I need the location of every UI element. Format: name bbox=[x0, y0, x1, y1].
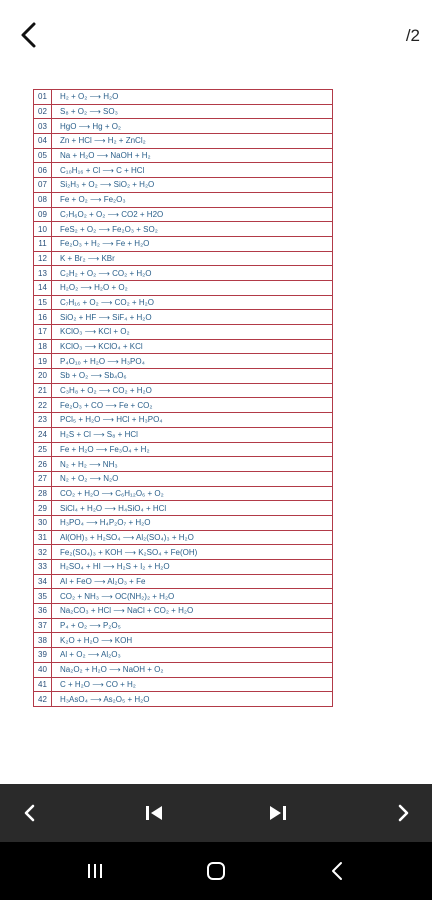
system-navigation-bar bbox=[0, 842, 432, 900]
top-bar bbox=[0, 0, 432, 70]
row-number: 26 bbox=[34, 457, 52, 472]
equation-cell: Si₂H₃ + O₂ ⟶ SiO₂ + H₂O bbox=[52, 178, 333, 193]
recents-icon bbox=[85, 862, 105, 880]
table-row bbox=[34, 383, 333, 398]
table-row bbox=[34, 413, 333, 428]
row-number: 18 bbox=[34, 339, 52, 354]
row-number: 33 bbox=[34, 560, 52, 575]
table-row bbox=[34, 369, 333, 384]
row-number: 36 bbox=[34, 604, 52, 619]
table-row bbox=[34, 501, 333, 516]
table-row bbox=[34, 574, 333, 589]
skip-first-icon bbox=[143, 803, 165, 823]
table-row bbox=[34, 515, 333, 530]
page-navigation-bar bbox=[0, 784, 432, 842]
table-row bbox=[34, 295, 333, 310]
equation-cell: N₂ + H₂ ⟶ NH₃ bbox=[52, 457, 333, 472]
row-number: 34 bbox=[34, 574, 52, 589]
equation-cell: Al(OH)₃ + H₂SO₄ ⟶ Al₂(SO₄)₃ + H₂O bbox=[52, 530, 333, 545]
table-row bbox=[34, 427, 333, 442]
chevron-left-icon bbox=[23, 803, 37, 823]
table-row bbox=[34, 222, 333, 237]
row-number: 23 bbox=[34, 413, 52, 428]
table-row bbox=[34, 178, 333, 193]
table-row bbox=[34, 339, 333, 354]
row-number: 38 bbox=[34, 633, 52, 648]
table-row bbox=[34, 266, 333, 281]
equations-table bbox=[33, 89, 333, 707]
page-indicator: /2 bbox=[405, 26, 420, 45]
row-number: 12 bbox=[34, 251, 52, 266]
row-number: 14 bbox=[34, 280, 52, 295]
chevron-left-icon bbox=[18, 21, 40, 49]
row-number: 15 bbox=[34, 295, 52, 310]
equation-cell: C + H₂O ⟶ CO + H₂ bbox=[52, 677, 333, 692]
last-page-button[interactable] bbox=[258, 793, 298, 833]
skip-last-icon bbox=[267, 803, 289, 823]
table-row bbox=[34, 633, 333, 648]
equation-cell: P₄O₁₀ + H₂O ⟶ H₃PO₄ bbox=[52, 354, 333, 369]
equation-cell: C₃H₈ + O₂ ⟶ CO₂ + H₂O bbox=[52, 383, 333, 398]
table-row bbox=[34, 530, 333, 545]
table-row bbox=[34, 207, 333, 222]
equation-cell: H₂S + Cl ⟶ S₈ + HCl bbox=[52, 427, 333, 442]
equation-cell: HgO ⟶ Hg + O₂ bbox=[52, 119, 333, 134]
equation-cell: Sb + O₂ ⟶ Sb₄O₆ bbox=[52, 369, 333, 384]
row-number: 03 bbox=[34, 119, 52, 134]
document-page bbox=[33, 89, 333, 707]
equation-cell: Na₂CO₃ + HCl ⟶ NaCl + CO₂ + H₂O bbox=[52, 604, 333, 619]
table-row bbox=[34, 90, 333, 105]
equation-cell: Al + O₂ ⟶ Al₂O₃ bbox=[52, 648, 333, 663]
row-number: 07 bbox=[34, 178, 52, 193]
row-number: 31 bbox=[34, 530, 52, 545]
row-number: 40 bbox=[34, 662, 52, 677]
row-number: 29 bbox=[34, 501, 52, 516]
row-number: 21 bbox=[34, 383, 52, 398]
equation-cell: SiO₂ + HF ⟶ SiF₄ + H₂O bbox=[52, 310, 333, 325]
table-row bbox=[34, 589, 333, 604]
equation-cell: CO₂ + H₂O ⟶ C₆H₁₂O₆ + O₂ bbox=[52, 486, 333, 501]
table-row bbox=[34, 486, 333, 501]
row-number: 13 bbox=[34, 266, 52, 281]
row-number: 01 bbox=[34, 90, 52, 105]
row-number: 17 bbox=[34, 325, 52, 340]
row-number: 06 bbox=[34, 163, 52, 178]
row-number: 22 bbox=[34, 398, 52, 413]
equation-cell: C₂H₂ + O₂ ⟶ CO₂ + H₂O bbox=[52, 266, 333, 281]
table-row bbox=[34, 148, 333, 163]
table-row bbox=[34, 251, 333, 266]
row-number: 24 bbox=[34, 427, 52, 442]
row-number: 02 bbox=[34, 104, 52, 119]
table-row bbox=[34, 192, 333, 207]
equation-cell: S₈ + O₂ ⟶ SO₃ bbox=[52, 104, 333, 119]
table-row bbox=[34, 325, 333, 340]
equation-cell: H₂O₂ ⟶ H₂O + O₂ bbox=[52, 280, 333, 295]
table-row bbox=[34, 280, 333, 295]
table-row bbox=[34, 310, 333, 325]
row-number: 32 bbox=[34, 545, 52, 560]
row-number: 27 bbox=[34, 471, 52, 486]
row-number: 20 bbox=[34, 369, 52, 384]
back-icon bbox=[329, 860, 345, 882]
row-number: 09 bbox=[34, 207, 52, 222]
table-row bbox=[34, 104, 333, 119]
first-page-button[interactable] bbox=[134, 793, 174, 833]
table-row bbox=[34, 677, 333, 692]
table-row bbox=[34, 457, 333, 472]
equation-cell: Na + H₂O ⟶ NaOH + H₂ bbox=[52, 148, 333, 163]
table-row bbox=[34, 662, 333, 677]
equation-cell: FeS₂ + O₂ ⟶ Fe₂O₃ + SO₂ bbox=[52, 222, 333, 237]
equation-cell: K + Br₂ ⟶ KBr bbox=[52, 251, 333, 266]
row-number: 30 bbox=[34, 515, 52, 530]
system-back-button[interactable] bbox=[317, 855, 357, 887]
row-number: 08 bbox=[34, 192, 52, 207]
equation-cell: C₁₀H₁₆ + Cl ⟶ C + HCl bbox=[52, 163, 333, 178]
equation-cell: H₂ + O₂ ⟶ H₂O bbox=[52, 90, 333, 105]
equation-cell: K₂O + H₂O ⟶ KOH bbox=[52, 633, 333, 648]
equation-cell: Fe₂(SO₄)₃ + KOH ⟶ K₂SO₄ + Fe(OH) bbox=[52, 545, 333, 560]
row-number: 39 bbox=[34, 648, 52, 663]
table-row bbox=[34, 648, 333, 663]
equation-cell: CO₂ + NH₃ ⟶ OC(NH₂)₂ + H₂O bbox=[52, 589, 333, 604]
table-row bbox=[34, 236, 333, 251]
equation-cell: Fe + H₂O ⟶ Fe₃O₄ + H₂ bbox=[52, 442, 333, 457]
row-number: 19 bbox=[34, 354, 52, 369]
document-viewer[interactable] bbox=[0, 70, 432, 784]
home-button[interactable] bbox=[196, 855, 236, 887]
table-row bbox=[34, 119, 333, 134]
equation-cell: P₄ + O₂ ⟶ P₂O₅ bbox=[52, 618, 333, 633]
table-row bbox=[34, 354, 333, 369]
row-number: 25 bbox=[34, 442, 52, 457]
row-number: 11 bbox=[34, 236, 52, 251]
table-row bbox=[34, 442, 333, 457]
equation-cell: C₇H₁₆ + O₂ ⟶ CO₂ + H₂O bbox=[52, 295, 333, 310]
next-page-button[interactable] bbox=[383, 793, 423, 833]
row-number: 37 bbox=[34, 618, 52, 633]
equation-cell: H₃AsO₄ ⟶ As₂O₅ + H₂O bbox=[52, 692, 333, 707]
table-row bbox=[34, 560, 333, 575]
row-number: 10 bbox=[34, 222, 52, 237]
equation-cell: Al + FeO ⟶ Al₂O₃ + Fe bbox=[52, 574, 333, 589]
table-row bbox=[34, 692, 333, 707]
home-icon bbox=[205, 860, 227, 882]
row-number: 35 bbox=[34, 589, 52, 604]
table-row bbox=[34, 618, 333, 633]
equation-cell: Fe₂O₃ + H₂ ⟶ Fe + H₂O bbox=[52, 236, 333, 251]
equation-cell: Zn + HCl ⟶ H₂ + ZnCl₂ bbox=[52, 134, 333, 149]
table-row bbox=[34, 604, 333, 619]
table-row bbox=[34, 545, 333, 560]
row-number: 28 bbox=[34, 486, 52, 501]
back-button[interactable] bbox=[12, 18, 46, 52]
equation-cell: H₃PO₄ ⟶ H₄P₂O₇ + H₂O bbox=[52, 515, 333, 530]
recents-button[interactable] bbox=[75, 855, 115, 887]
equation-cell: PCl₅ + H₂O ⟶ HCl + H₃PO₄ bbox=[52, 413, 333, 428]
row-number: 04 bbox=[34, 134, 52, 149]
equation-cell: KClO₃ ⟶ KCl + O₂ bbox=[52, 325, 333, 340]
equation-cell: H₂SO₄ + HI ⟶ H₂S + I₂ + H₂O bbox=[52, 560, 333, 575]
equation-cell: SiCl₄ + H₂O ⟶ H₄SiO₄ + HCl bbox=[52, 501, 333, 516]
equation-cell: KClO₃ ⟶ KClO₄ + KCl bbox=[52, 339, 333, 354]
equation-cell: Fe₂O₃ + CO ⟶ Fe + CO₂ bbox=[52, 398, 333, 413]
row-number: 16 bbox=[34, 310, 52, 325]
table-row bbox=[34, 398, 333, 413]
equation-cell: C₇H₆O₂ + O₂ ⟶ CO2 + H2O bbox=[52, 207, 333, 222]
row-number: 42 bbox=[34, 692, 52, 707]
equation-cell: N₂ + O₂ ⟶ N₂O bbox=[52, 471, 333, 486]
table-row bbox=[34, 134, 333, 149]
row-number: 41 bbox=[34, 677, 52, 692]
row-number: 05 bbox=[34, 148, 52, 163]
table-row bbox=[34, 163, 333, 178]
chevron-right-icon bbox=[396, 803, 410, 823]
equation-cell: Na₂O₂ + H₂O ⟶ NaOH + O₂ bbox=[52, 662, 333, 677]
equation-cell: Fe + O₂ ⟶ Fe₂O₃ bbox=[52, 192, 333, 207]
table-row bbox=[34, 471, 333, 486]
previous-page-button[interactable] bbox=[10, 793, 50, 833]
